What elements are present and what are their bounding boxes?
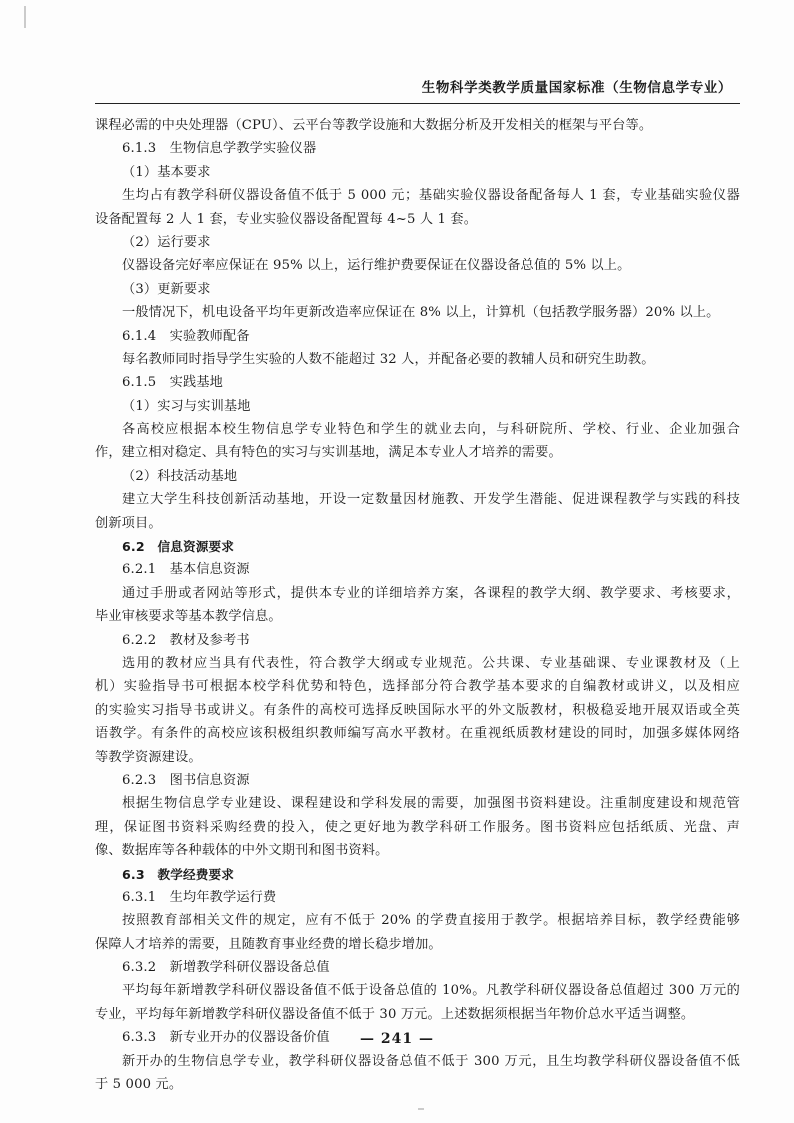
paragraph-line: 作，建立相对稳定、具有特色的实习与实训基地，满足本专业人才培养的需要。: [95, 445, 562, 461]
subsection-heading: 6.1.4 实验教师配备: [122, 328, 250, 344]
paragraph-line: 课程必需的中央处理器（CPU）、云平台等教学设施和大数据分析及开发相关的框架与平台等。: [95, 118, 653, 133]
subsection-heading: 6.2.3 图书信息资源: [122, 772, 250, 788]
scan-mark: [24, 6, 26, 28]
subsection-heading: 6.2.1 基本信息资源: [122, 562, 250, 578]
subsection-heading: 6.3.2 新增教学科研仪器设备总值: [122, 960, 330, 976]
paragraph-line: 每名教师同时指导学生实验的人数不能超过 32 人，并配备必要的教辅人员和研究生助教。: [122, 351, 655, 367]
paragraph-line: 生均占有教学科研仪器设备值不低于 5 000 元；基础实验仪器设备配备每人 1 套，专业基础实验仪器: [122, 188, 740, 204]
paragraph-line: 仪器设备完好率应保证在 95% 以上，运行维护费要保证在仪器设备总值的 5% 以上。: [122, 258, 631, 274]
paragraph-line: 等教学资源建设。: [95, 749, 202, 765]
paragraph-line: 根据生物信息学专业建设、课程建设和学科发展的需要，加强图书资料建设。注重制度建设和规范管: [122, 796, 740, 812]
paragraph-line: 各高校应根据本校生物信息学专业特色和学生的就业去向，与科研院所、学校、行业、企业加强合: [122, 422, 740, 438]
paragraph-line: 专业，平均每年新增教学科研仪器设备值不低于 30 万元。上述数据须根据当年物价总水平适当调整。: [95, 1006, 695, 1022]
paragraph-line: 通过手册或者网站等形式，提供本专业的详细培养方案，各课程的教学大纲、教学要求、考核要求，: [122, 585, 740, 601]
section-heading: 6.2 信息资源要求: [122, 539, 234, 555]
section-heading: 6.3 教学经费要求: [122, 866, 234, 882]
paragraph-line: 按照教育部相关文件的规定，应有不低于 20% 的学费直接用于教学。根据培养目标，教学经费能够: [122, 913, 740, 929]
item-heading: （1）基本要求: [122, 164, 211, 180]
item-heading: （2）科技活动基地: [122, 468, 238, 484]
item-heading: （2）运行要求: [122, 234, 211, 250]
running-header-title: 生物科学类教学质量国家标准（生物信息学专业）: [421, 80, 732, 96]
subsection-heading: 6.1.5 实践基地: [122, 375, 223, 391]
paragraph-line: 的实验实习指导书或讲义。有条件的高校可选择反映国际水平的外文版教材，积极稳妥地开展双语或全英: [95, 702, 740, 718]
paragraph-line: 创新项目。: [95, 515, 162, 531]
paragraph-line: 平均每年新增教学科研仪器设备值不低于设备总值的 10%。凡教学科研仪器设备总值超过 300 万元的: [122, 983, 740, 999]
paragraph-line: 理，保证图书资料采购经费的投入，使之更好地为教学科研工作服务。图书资料应包括纸质、光盘、声: [95, 819, 740, 835]
running-header: [95, 77, 740, 104]
item-heading: （3）更新要求: [122, 281, 211, 297]
page-number: — 241 —: [360, 1031, 434, 1047]
subsection-heading: 6.3.3 新专业开办的仪器设备价值: [122, 1030, 330, 1046]
subsection-heading: 6.3.1 生均年教学运行费: [122, 889, 277, 905]
paragraph-line: 设备配置每 2 人 1 套，专业实验仪器设备配置每 4~5 人 1 套。: [95, 211, 478, 227]
body-text: [95, 114, 740, 1096]
paragraph-line: 像、数据库等各种载体的中外文期刊和图书资料。: [95, 843, 389, 859]
paragraph-line: 保障人才培养的需要，且随教育事业经费的增长稳步增加。: [95, 936, 442, 952]
paragraph-line: 选用的教材应当具有代表性，符合教学大纲或专业规范。公共课、专业基础课、专业课教材及（上: [122, 655, 740, 671]
item-heading: （1）实习与实训基地: [122, 398, 251, 414]
paragraph-line: 新开办的生物信息学专业，教学科研仪器设备总值不低于 300 万元，且生均教学科研仪器设备值不低: [122, 1053, 740, 1069]
paragraph-line: 于 5 000 元。: [95, 1077, 183, 1093]
scan-mark: [418, 1108, 424, 1110]
paragraph-line: 建立大学生科技创新活动基地，开设一定数量因材施教、开发学生潜能、促进课程教学与实践的科技: [122, 492, 740, 508]
paragraph-line: 语教学。有条件的高校应该积极组织教师编写高水平教材。在重视纸质教材建设的同时，加强多媒体网络: [95, 726, 740, 742]
paragraph-line: 机）实验指导书可根据本校学科优势和特色，选择部分符合教学基本要求的自编教材或讲义，以及相应: [95, 679, 740, 695]
paragraph-line: 毕业审核要求等基本教学信息。: [95, 609, 282, 625]
paragraph-line: 一般情况下，机电设备平均年更新改造率应保证在 8% 以上，计算机（包括教学服务器）20% 以上。: [122, 305, 720, 321]
subsection-heading: 6.1.3 生物信息学教学实验仪器: [122, 141, 317, 157]
subsection-heading: 6.2.2 教材及参考书: [122, 632, 250, 648]
